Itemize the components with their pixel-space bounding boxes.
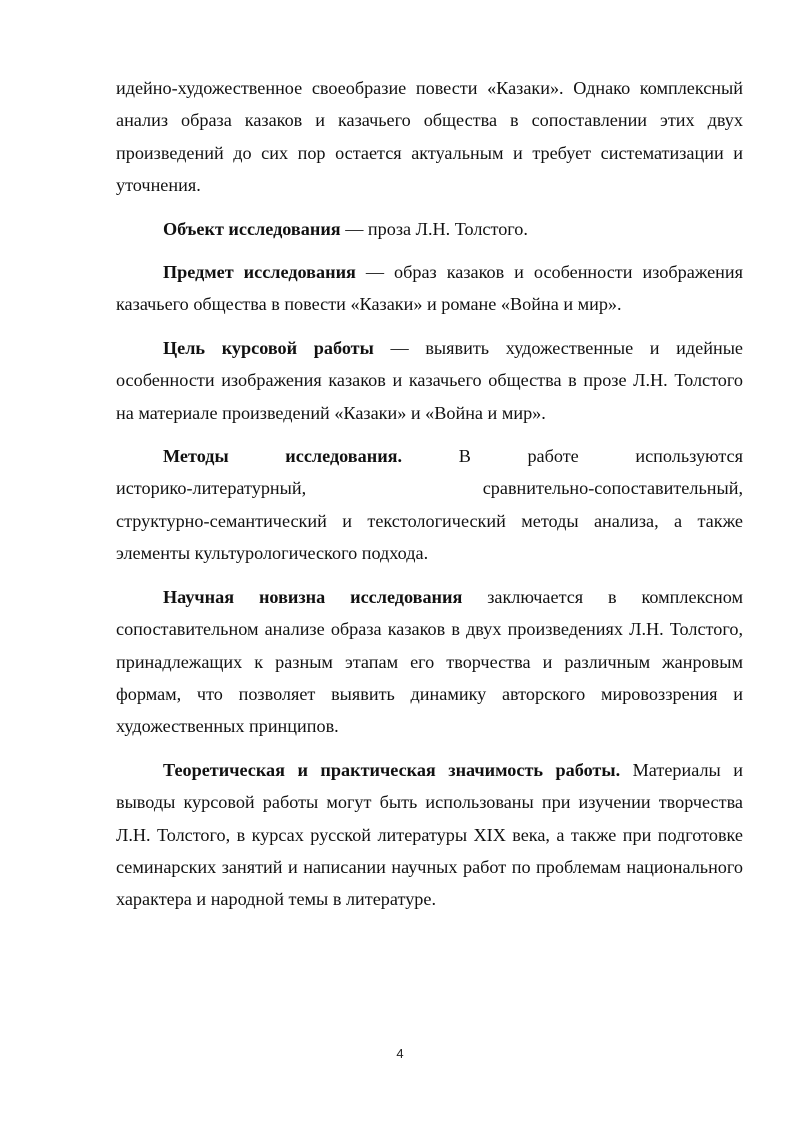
paragraph-text: Материалы и выводы курсовой работы могут быть использованы при изучении творчества Л.Н. Толстого, в курсах русской литературы XIX века, а также при подготовке семинарских занятий и написании научных работ по проблемам национального характера и народной темы в литературе. (116, 759, 743, 910)
document-page (116, 72, 743, 916)
paragraph-text: — проза Л.Н. Толстого. (340, 218, 528, 239)
paragraph-methods-line-1 (116, 440, 743, 472)
paragraph-text: идейно-художественное своеобразие повести «Казаки». Однако комплексный анализ образа казаков и казачьего общества в сопоставлении этих двух произведений до сих пор остается актуальным и требует систематизации и уточнения. (116, 78, 743, 196)
page-number: 4 (396, 1046, 404, 1061)
paragraph-methods-line-2 (116, 472, 743, 504)
paragraph-label-subject: Предмет исследования (163, 262, 356, 283)
paragraph-label-methods: Методы исследования. (163, 446, 403, 467)
paragraph-intro (116, 72, 743, 202)
paragraph-label-object: Объект исследования (163, 218, 341, 239)
paragraph-text: — выявить художественные и идейные особенности изображения казаков и казачьего общества в прозе Л.Н. Толстого на материале произведений «Казаки» и «Война и мир». (116, 337, 743, 423)
paragraph-label-significance: Теоретическая и практическая значимость работы. (163, 759, 621, 780)
paragraph-novelty (116, 581, 743, 743)
paragraph-text: — образ казаков и особенности изображения казачьего общества в повести «Казаки» и романе «Война и мир». (116, 262, 743, 315)
paragraph-text: структурно-семантический и текстологический методы анализа, а также элементы культурологического подхода. (116, 510, 743, 564)
paragraph-text: заключается в комплексном сопоставительном анализе образа казаков в двух произведениях Л.Н. Толстого, принадлежащих к разным этапам его творчества и различным жанровым формам, что позволяет выявить динамику авторского мировоззрения и художественных принципов. (116, 586, 743, 737)
paragraph-methods-rest (116, 505, 743, 570)
paragraph-significance (116, 754, 743, 916)
paragraph-label-goal: Цель курсовой работы (163, 337, 374, 358)
paragraph-text: историко-литературный, сравнительно-сопоставительный, (116, 478, 743, 499)
paragraph-object (116, 213, 743, 245)
paragraph-subject (116, 256, 743, 321)
paragraph-text: В работе используются (402, 446, 743, 467)
paragraph-goal (116, 332, 743, 429)
paragraph-methods (116, 440, 743, 570)
paragraph-label-novelty: Научная новизна исследования (163, 586, 463, 607)
